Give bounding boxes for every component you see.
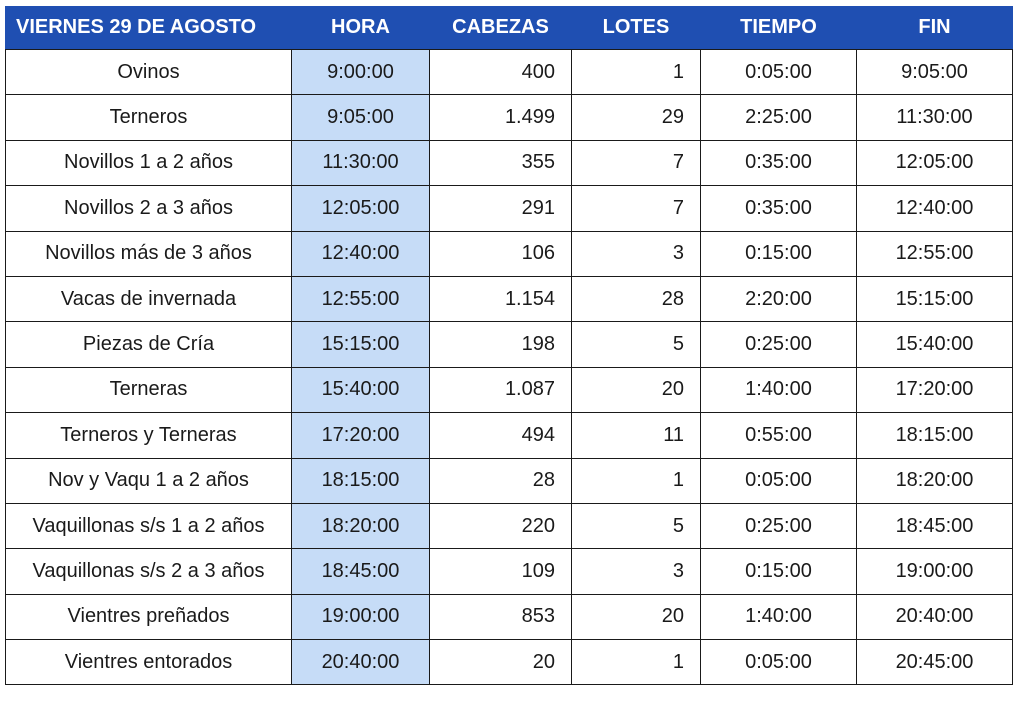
table-row: [6, 140, 1013, 185]
cell-cabezas: 1.087: [430, 367, 572, 412]
cell-cabezas: 220: [430, 503, 572, 548]
cell-fin: 9:05:00: [857, 50, 1013, 95]
cell-categoria: Vaquillonas s/s 2 a 3 años: [6, 549, 292, 594]
cell-cabezas: 20: [430, 640, 572, 685]
cell-hora: 19:00:00: [292, 594, 430, 639]
cell-fin: 18:45:00: [857, 503, 1013, 548]
cell-cabezas: 28: [430, 458, 572, 503]
header-cabezas: CABEZAS: [430, 6, 572, 50]
cell-lotes: 1: [572, 458, 701, 503]
cell-lotes: 5: [572, 503, 701, 548]
header-row: [6, 6, 1013, 50]
cell-lotes: 11: [572, 413, 701, 458]
cell-tiempo: 0:15:00: [701, 231, 857, 276]
cell-hora: 12:40:00: [292, 231, 430, 276]
table-row: [6, 95, 1013, 140]
cell-fin: 11:30:00: [857, 95, 1013, 140]
cell-categoria: Terneros y Terneras: [6, 413, 292, 458]
table-row: [6, 231, 1013, 276]
cell-fin: 12:40:00: [857, 186, 1013, 231]
cell-hora: 18:20:00: [292, 503, 430, 548]
table-row: [6, 503, 1013, 548]
cell-cabezas: 198: [430, 322, 572, 367]
table-row: [6, 322, 1013, 367]
table-row: [6, 594, 1013, 639]
cell-cabezas: 494: [430, 413, 572, 458]
cell-hora: 9:05:00: [292, 95, 430, 140]
cell-categoria: Terneras: [6, 367, 292, 412]
cell-tiempo: 1:40:00: [701, 367, 857, 412]
cell-categoria: Vacas de invernada: [6, 276, 292, 321]
cell-lotes: 20: [572, 594, 701, 639]
table-header: [6, 6, 1013, 50]
cell-tiempo: 0:25:00: [701, 503, 857, 548]
cell-cabezas: 1.154: [430, 276, 572, 321]
cell-cabezas: 1.499: [430, 95, 572, 140]
cell-hora: 20:40:00: [292, 640, 430, 685]
table-row: [6, 458, 1013, 503]
cell-tiempo: 0:15:00: [701, 549, 857, 594]
cell-fin: 12:55:00: [857, 231, 1013, 276]
cell-fin: 12:05:00: [857, 140, 1013, 185]
cell-fin: 18:15:00: [857, 413, 1013, 458]
cell-categoria: Vientres entorados: [6, 640, 292, 685]
cell-hora: 18:15:00: [292, 458, 430, 503]
cell-tiempo: 2:20:00: [701, 276, 857, 321]
cell-lotes: 7: [572, 186, 701, 231]
cell-fin: 15:40:00: [857, 322, 1013, 367]
cell-categoria: Ovinos: [6, 50, 292, 95]
cell-hora: 15:40:00: [292, 367, 430, 412]
cell-cabezas: 400: [430, 50, 572, 95]
header-tiempo: TIEMPO: [701, 6, 857, 50]
cell-lotes: 29: [572, 95, 701, 140]
cell-tiempo: 0:35:00: [701, 186, 857, 231]
table-row: [6, 186, 1013, 231]
cell-tiempo: 1:40:00: [701, 594, 857, 639]
cell-cabezas: 291: [430, 186, 572, 231]
table-row: [6, 413, 1013, 458]
cell-cabezas: 853: [430, 594, 572, 639]
cell-lotes: 20: [572, 367, 701, 412]
cell-categoria: Novillos 2 a 3 años: [6, 186, 292, 231]
cell-cabezas: 109: [430, 549, 572, 594]
cell-fin: 19:00:00: [857, 549, 1013, 594]
cell-lotes: 1: [572, 640, 701, 685]
cell-lotes: 1: [572, 50, 701, 95]
header-fin: FIN: [857, 6, 1013, 50]
cell-cabezas: 106: [430, 231, 572, 276]
cell-fin: 18:20:00: [857, 458, 1013, 503]
table-row: [6, 50, 1013, 95]
cell-categoria: Vientres preñados: [6, 594, 292, 639]
cell-fin: 20:40:00: [857, 594, 1013, 639]
cell-hora: 17:20:00: [292, 413, 430, 458]
table-row: [6, 549, 1013, 594]
cell-tiempo: 0:35:00: [701, 140, 857, 185]
cell-categoria: Piezas de Cría: [6, 322, 292, 367]
cell-tiempo: 2:25:00: [701, 95, 857, 140]
table-row: [6, 276, 1013, 321]
cell-hora: 18:45:00: [292, 549, 430, 594]
cell-fin: 20:45:00: [857, 640, 1013, 685]
cell-categoria: Nov y Vaqu 1 a 2 años: [6, 458, 292, 503]
cell-tiempo: 0:25:00: [701, 322, 857, 367]
cell-tiempo: 0:05:00: [701, 458, 857, 503]
cell-hora: 11:30:00: [292, 140, 430, 185]
cell-lotes: 3: [572, 231, 701, 276]
cell-cabezas: 355: [430, 140, 572, 185]
header-lotes: LOTES: [572, 6, 701, 50]
cell-hora: 15:15:00: [292, 322, 430, 367]
cell-lotes: 7: [572, 140, 701, 185]
cell-categoria: Terneros: [6, 95, 292, 140]
table-row: [6, 640, 1013, 685]
cell-lotes: 5: [572, 322, 701, 367]
cell-hora: 9:00:00: [292, 50, 430, 95]
cell-categoria: Novillos más de 3 años: [6, 231, 292, 276]
table-row: [6, 367, 1013, 412]
cell-categoria: Novillos 1 a 2 años: [6, 140, 292, 185]
cell-hora: 12:55:00: [292, 276, 430, 321]
cell-fin: 17:20:00: [857, 367, 1013, 412]
cell-lotes: 28: [572, 276, 701, 321]
header-date: VIERNES 29 DE AGOSTO: [6, 6, 292, 50]
cell-lotes: 3: [572, 549, 701, 594]
auction-schedule-table: [5, 6, 1013, 685]
cell-categoria: Vaquillonas s/s 1 a 2 años: [6, 503, 292, 548]
cell-fin: 15:15:00: [857, 276, 1013, 321]
table-body: [6, 50, 1013, 685]
cell-tiempo: 0:05:00: [701, 640, 857, 685]
cell-hora: 12:05:00: [292, 186, 430, 231]
cell-tiempo: 0:55:00: [701, 413, 857, 458]
cell-tiempo: 0:05:00: [701, 50, 857, 95]
header-hora: HORA: [292, 6, 430, 50]
